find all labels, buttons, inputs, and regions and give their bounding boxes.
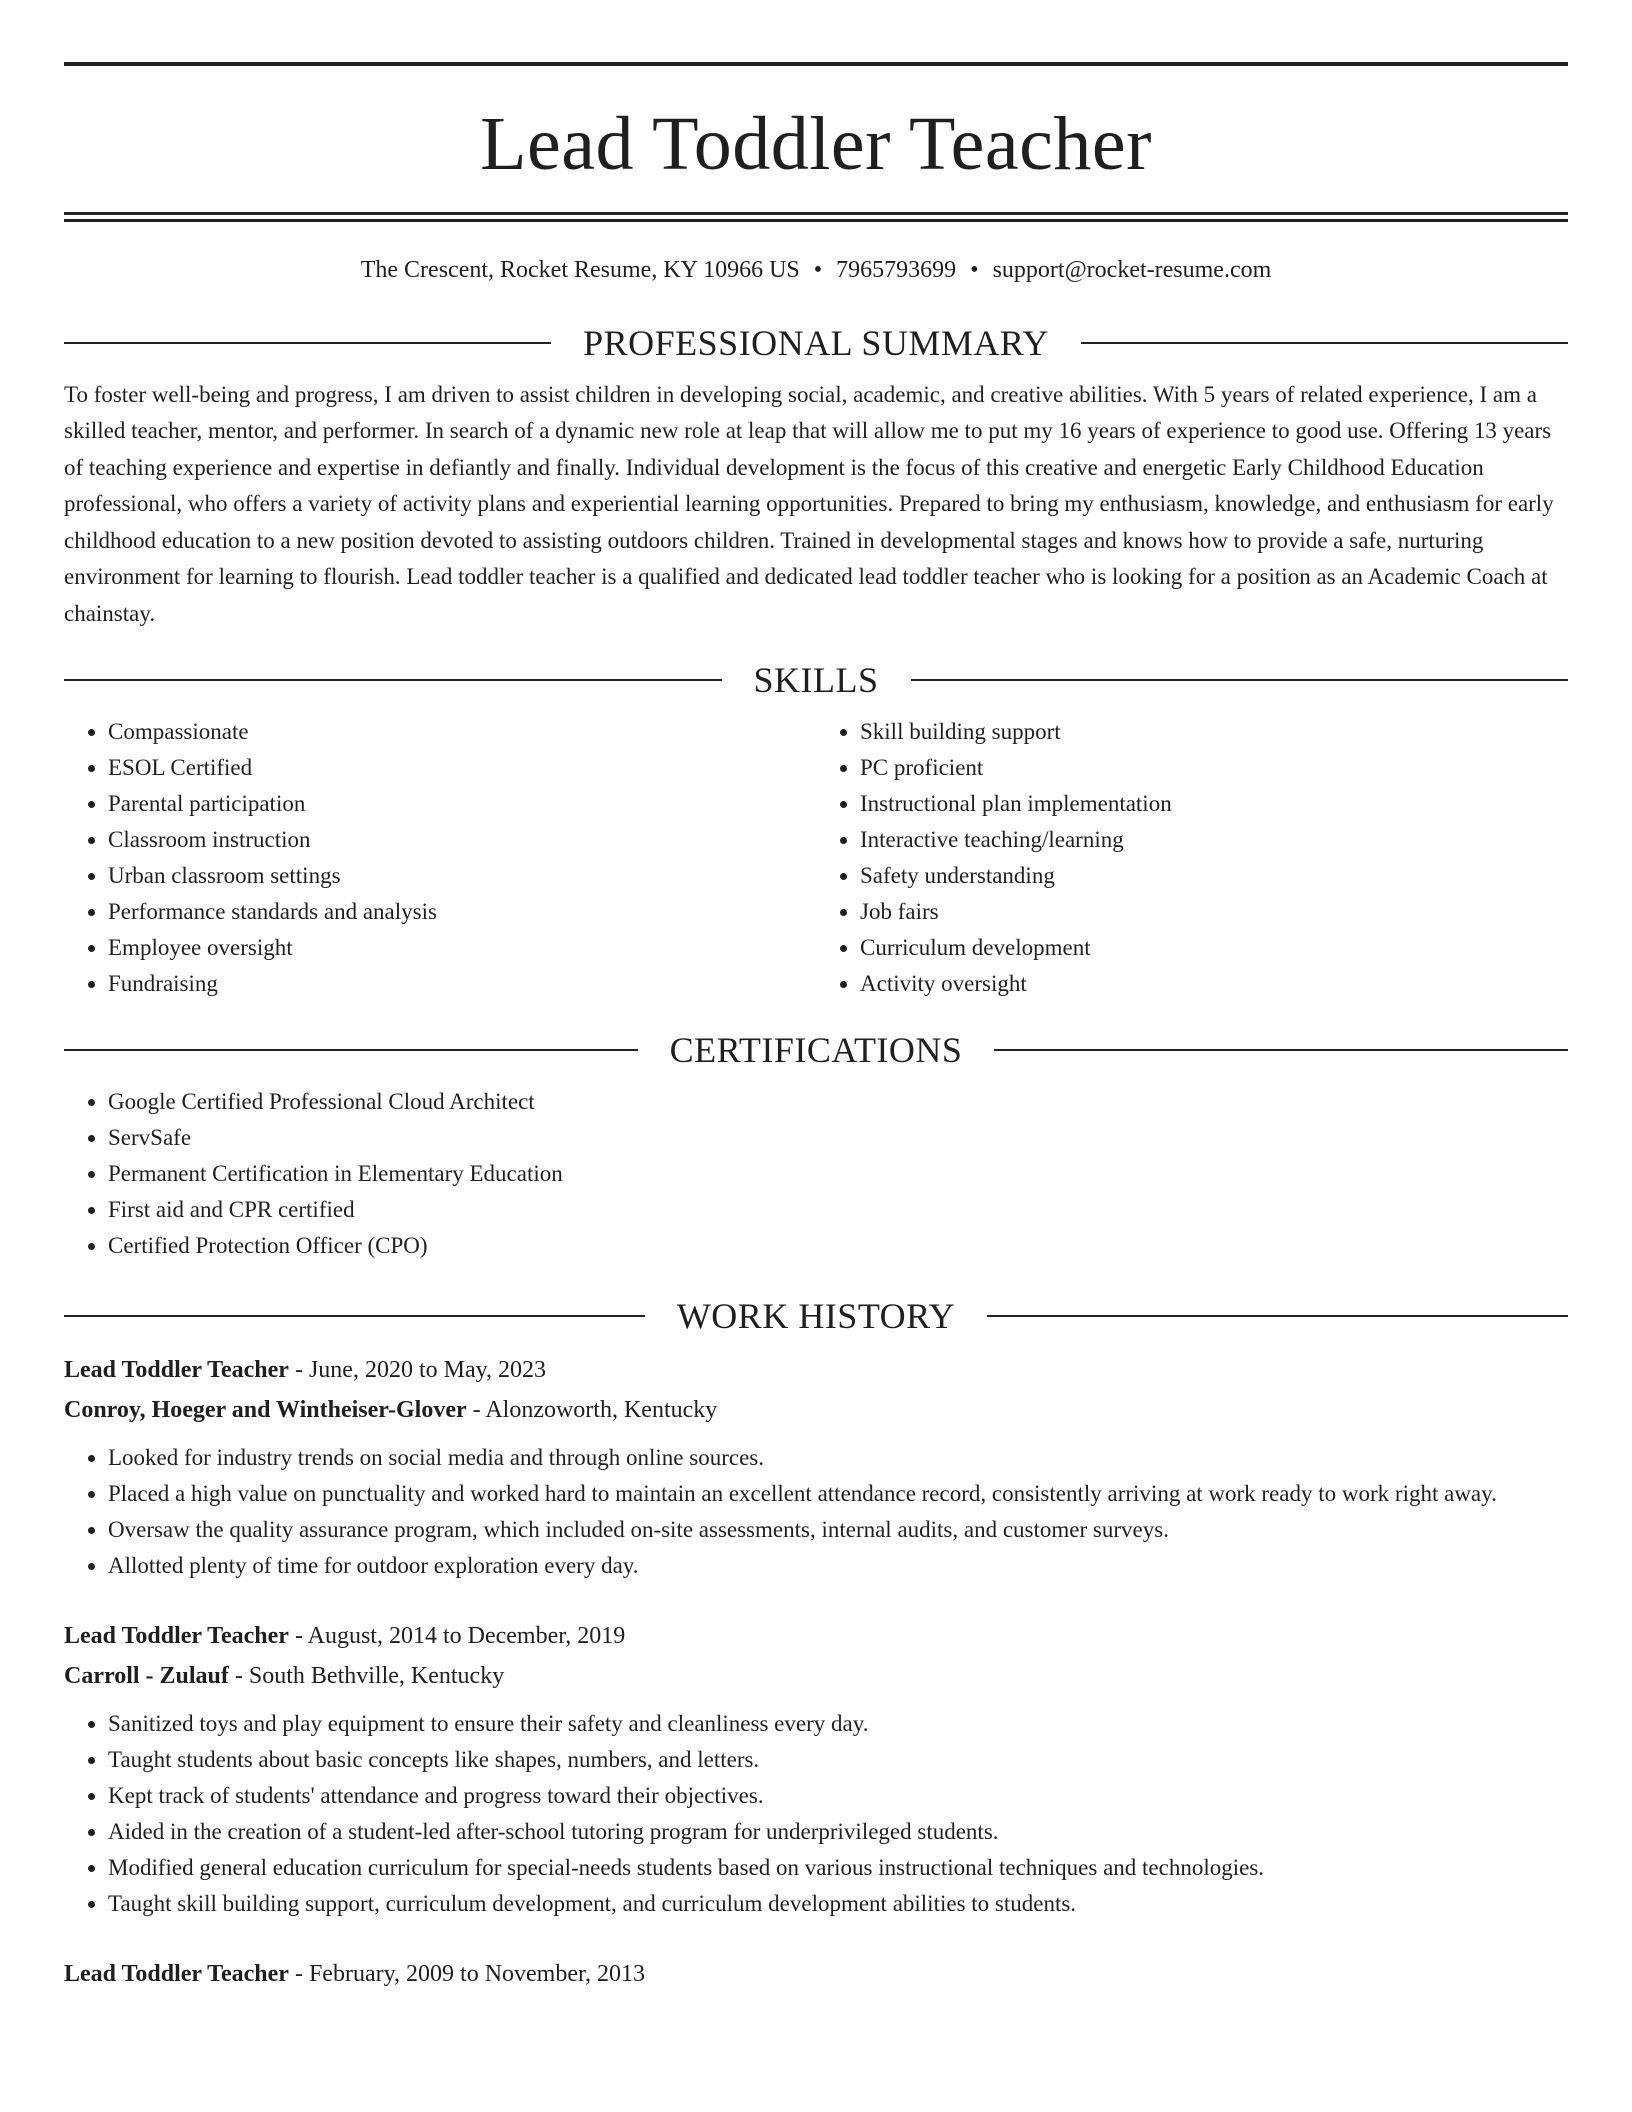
job-location: - Alonzoworth, Kentucky bbox=[466, 1397, 718, 1424]
skill-item: • Instructional plan implementation bbox=[860, 786, 1568, 822]
summary-text: To foster well-being and progress, I am driven to assist children in developing social, academic, and creative abilities. With 5 years of related experience, I am a skilled teacher, mentor, and performer. In search of a dynamic new role at leap that will allow me to put my 16 years of experience to good use. Offering 13 years of teaching experience and expertise in defiantly and finally. Individual development is the focus of this creative and energetic Early Childhood Education professional, who offers a variety of activity plans and experiential learning opportunities. Prepared to bring my enthusiasm, knowledge, and enthusiasm for early childhood education to a new position devoted to assisting outdoors children. Trained in developmental stages and knows how to provide a safe, nurturing environment for learning to flourish. Lead toddler teacher is a qualified and dedicated lead toddler teacher who is looking for a position as an Academic Coach at chainstay. bbox=[64, 381, 1554, 626]
certifications-list bbox=[64, 1084, 1568, 1264]
job-title: Lead Toddler Teacher bbox=[64, 1623, 289, 1650]
skill-item: • Job fairs bbox=[860, 894, 1568, 930]
skill-item: • Curriculum development bbox=[860, 930, 1568, 966]
job-company: Conroy, Hoeger and Wintheiser-Glover bbox=[64, 1397, 467, 1424]
job-title-line bbox=[64, 1954, 1568, 1994]
skills-column-right bbox=[816, 714, 1568, 1002]
skills-list-left bbox=[64, 714, 816, 1002]
job-dates: - August, 2014 to December, 2019 bbox=[288, 1623, 626, 1650]
heading-rule-left bbox=[64, 1315, 645, 1317]
skill-item: • Skill building support bbox=[860, 714, 1568, 750]
job-duty-item: • Kept track of students' attendance and progress toward their objectives. bbox=[108, 1778, 1568, 1814]
skill-item: • Fundraising bbox=[108, 966, 816, 1002]
job-dates: - February, 2009 to November, 2013 bbox=[288, 1961, 646, 1988]
certifications-heading bbox=[64, 1030, 1568, 1071]
job-duty-item: • Placed a high value on punctuality and worked hard to maintain an excellent attendance record, consistently arriving at work ready to work right away. bbox=[108, 1476, 1568, 1512]
job-duties-list bbox=[64, 1706, 1568, 1922]
skill-item: • Activity oversight bbox=[860, 966, 1568, 1002]
job-entry bbox=[64, 1954, 1568, 1994]
certification-item: • ServSafe bbox=[108, 1120, 1568, 1156]
contact-line bbox=[64, 256, 1568, 285]
job-entry bbox=[64, 1616, 1568, 1922]
job-duty-item: • Allotted plenty of time for outdoor exploration every day. bbox=[108, 1548, 1568, 1584]
skills-title: SKILLS bbox=[753, 660, 879, 701]
certifications-title: CERTIFICATIONS bbox=[669, 1030, 963, 1071]
skill-item: • Compassionate bbox=[108, 714, 816, 750]
contact-email[interactable]: support@rocket-resume.com bbox=[992, 257, 1272, 283]
skill-item: • Urban classroom settings bbox=[108, 858, 816, 894]
job-entry bbox=[64, 1350, 1568, 1584]
job-company: Carroll - Zulauf bbox=[64, 1663, 229, 1690]
skill-item: • Classroom instruction bbox=[108, 822, 816, 858]
heading-rule-right bbox=[987, 1315, 1568, 1317]
skills-grid bbox=[64, 714, 1568, 1002]
double-rule bbox=[64, 212, 1568, 222]
certification-item: • First aid and CPR certified bbox=[108, 1192, 1568, 1228]
skill-item: • Interactive teaching/learning bbox=[860, 822, 1568, 858]
job-duty-item: • Sanitized toys and play equipment to ensure their safety and cleanliness every day. bbox=[108, 1706, 1568, 1742]
heading-rule-left bbox=[64, 679, 722, 681]
resume-name: Lead Toddler Teacher bbox=[480, 102, 1152, 186]
job-duty-item: • Oversaw the quality assurance program, which included on-site assessments, internal audits, and customer surveys. bbox=[108, 1512, 1568, 1548]
skills-column-left bbox=[64, 714, 816, 1002]
certification-item: • Google Certified Professional Cloud Architect bbox=[108, 1084, 1568, 1120]
heading-rule-left bbox=[64, 342, 551, 344]
skill-item: • ESOL Certified bbox=[108, 750, 816, 786]
title-block bbox=[64, 0, 1568, 222]
job-title: Lead Toddler Teacher bbox=[64, 1961, 289, 1988]
job-title: Lead Toddler Teacher bbox=[64, 1357, 289, 1384]
job-duty-item: • Taught students about basic concepts like shapes, numbers, and letters. bbox=[108, 1742, 1568, 1778]
job-company-line bbox=[64, 1390, 1568, 1430]
summary-heading bbox=[64, 322, 1568, 363]
summary-title: PROFESSIONAL SUMMARY bbox=[583, 322, 1049, 363]
certification-item: • Permanent Certification in Elementary Education bbox=[108, 1156, 1568, 1192]
contact-phone: 7965793699 bbox=[836, 257, 957, 283]
job-company-line bbox=[64, 1656, 1568, 1696]
job-duty-item: • Aided in the creation of a student-led after-school tutoring program for underprivileged students. bbox=[108, 1814, 1568, 1850]
job-location: - South Bethville, Kentucky bbox=[228, 1663, 505, 1690]
job-title-line bbox=[64, 1350, 1568, 1390]
skill-item: • PC proficient bbox=[860, 750, 1568, 786]
contact-address: The Crescent, Rocket Resume, KY 10966 US bbox=[360, 257, 800, 283]
skill-item: • Employee oversight bbox=[108, 930, 816, 966]
heading-rule-right bbox=[994, 1049, 1568, 1051]
skill-item: • Performance standards and analysis bbox=[108, 894, 816, 930]
job-duty-item: • Modified general education curriculum for special-needs students based on various instructional techniques and technologies. bbox=[108, 1850, 1568, 1886]
contact-separator: • bbox=[970, 257, 979, 283]
heading-rule-right bbox=[911, 679, 1569, 681]
certification-item: • Certified Protection Officer (CPO) bbox=[108, 1228, 1568, 1264]
contact-separator: • bbox=[813, 257, 823, 283]
skills-heading bbox=[64, 660, 1568, 701]
job-title-line bbox=[64, 1616, 1568, 1656]
job-duties-list bbox=[64, 1440, 1568, 1584]
skills-list-right bbox=[816, 714, 1568, 1002]
heading-rule-right bbox=[1081, 342, 1568, 344]
heading-rule-left bbox=[64, 1049, 638, 1051]
skill-item: • Safety understanding bbox=[860, 858, 1568, 894]
job-duty-item: • Taught skill building support, curriculum development, and curriculum development abilities to students. bbox=[108, 1886, 1568, 1922]
job-duty-item: • Looked for industry trends on social media and through online sources. bbox=[108, 1440, 1568, 1476]
skill-item: • Parental participation bbox=[108, 786, 816, 822]
job-dates: - June, 2020 to May, 2023 bbox=[288, 1357, 547, 1384]
work-heading bbox=[64, 1296, 1568, 1337]
work-title: WORK HISTORY bbox=[676, 1296, 956, 1337]
